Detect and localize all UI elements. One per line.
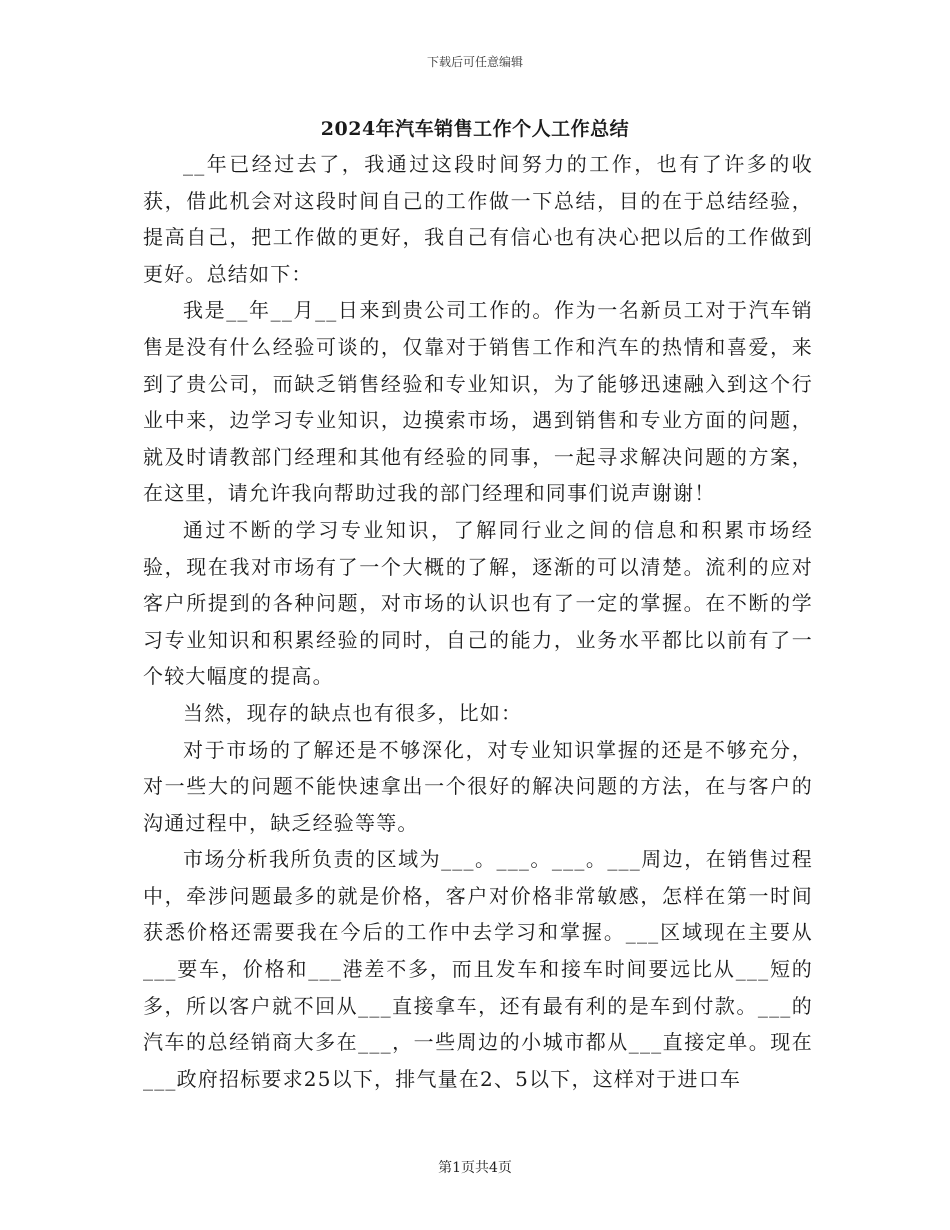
paragraph-progress: 通过不断的学习专业知识，了解同行业之间的信息和积累市场经验，现在我对市场有了一个大概的了解，逐渐的可以清楚。流利的应对客户所提到的各种问题，对市场的认识也有了一定的掌握。在不断的学习专业知识和积累经验的同时，自己的能力，业务水平都比以前有了一个较大幅度的提高。	[143, 517, 813, 689]
paragraph-market-analysis: 市场分析我所负责的区域为___。___。___。___周边，在销售过程中，牵涉问题最多的就是价格，客户对价格非常敏感，怎样在第一时间获悉价格还需要我在今后的工作中去学习和掌握。___区域现在主要从___要车，价格和___港差不多，而且发车和接车时间要远比从___短的多，所以客户就不回从___直接拿车，还有最有利的是车到付款。___的汽车的总经销商大多在___，一些周边的小城市都从___直接定单。现在___政府招标要求25以下，排气量在2、5以下，这样对于进口车	[143, 847, 813, 1091]
document-title: 2024年汽车销售工作个人工作总结	[320, 118, 630, 140]
paragraph-background: 我是__年__月__日来到贵公司工作的。作为一名新员工对于汽车销售是没有什么经验可谈的，仅靠对于销售工作和汽车的热情和喜爱，来到了贵公司，而缺乏销售经验和专业知识，为了能够迅速融入到这个行业中来，边学习专业知识，边摸索市场，遇到销售和专业方面的问题，就及时请教部门经理和其他有经验的同事，一起寻求解决问题的方案，在这里，请允许我向帮助过我的部门经理和同事们说声谢谢！	[143, 298, 813, 506]
document-body	[143, 146, 813, 1097]
page-footer: 第1页共4页	[438, 1160, 512, 1176]
paragraph-shortcomings-intro: 当然，现存的缺点也有很多，比如：	[183, 700, 523, 725]
header-note: 下载后可任意编辑	[426, 55, 523, 69]
paragraph-intro: __年已经过去了，我通过这段时间努力的工作，也有了许多的收获，借此机会对这段时间自己的工作做一下总结，目的在于总结经验，提高自己，把工作做的更好，我自己有信心也有决心把以后的工作做到更好。总结如下：	[143, 152, 813, 286]
paragraph-shortcomings: 对于市场的了解还是不够深化，对专业知识掌握的还是不够充分，对一些大的问题不能快速拿出一个很好的解决问题的方法，在与客户的沟通过程中，缺乏经验等等。	[143, 737, 813, 835]
